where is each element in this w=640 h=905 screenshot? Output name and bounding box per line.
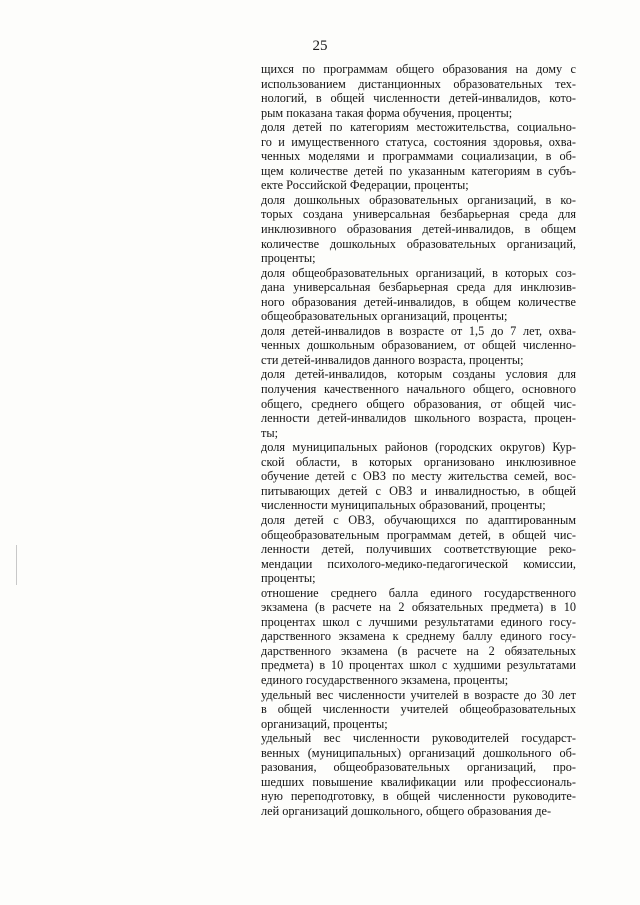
text-line: общеобразовательных организаций, проценты; [261, 309, 508, 324]
paragraph [261, 120, 576, 193]
text-line: единого государственного экзамена, проценты; [261, 672, 509, 687]
text-line: дарственного экзамена (в расчете на 2 обязательных [261, 643, 576, 658]
text-line: доля дошкольных образовательных организаций, в ко- [261, 192, 576, 207]
text-line: инклюзивного образования детей-инвалидов, в общем [261, 222, 576, 237]
paragraph [261, 586, 576, 688]
text-line: количестве дошкольных образовательных организаций, [261, 236, 576, 251]
text-line: экзамена (в расчете на 2 обязательных предмета) в 10 [261, 600, 576, 615]
text-line: ленности детей-инвалидов школьного возраста, процен- [261, 411, 576, 426]
text-line: мендации психолого-медико-педагогической комиссии, [261, 556, 576, 571]
text-line: доля детей-инвалидов в возрасте от 1,5 до 7 лет, охва- [261, 323, 576, 338]
text-line: общего, среднего общего образования, от общей чис- [261, 396, 576, 411]
text-line: сти детей-инвалидов данного возраста, проценты; [261, 352, 524, 367]
paragraph [261, 688, 576, 732]
text-line: разования, общеобразовательных организаций, про- [261, 760, 576, 775]
paragraph [261, 731, 576, 818]
text-line: го и имущественного статуса, состояния здоровья, охва- [261, 134, 576, 149]
text-line: дарственного экзамена к среднему баллу единого госу- [261, 629, 576, 644]
text-line: екте Российской Федерации, проценты; [261, 178, 469, 193]
text-line: получения качественного начального общего, основного [261, 382, 576, 397]
text-line: общеобразовательным программам детей, в общей чис- [261, 527, 576, 542]
text-line: проценты; [261, 251, 316, 266]
text-line: торых создана универсальная безбарьерная среда для [261, 207, 576, 222]
text-line: дана универсальная безбарьерная среда для инклюзив- [261, 280, 576, 295]
scan-artifact [16, 545, 17, 585]
text-line: в общей численности учителей общеобразовательных [261, 702, 576, 717]
text-line: доля детей-инвалидов, которым созданы условия для [261, 367, 576, 382]
text-line: численности муниципальных образований, проценты; [261, 498, 546, 513]
text-line: питывающих детей с ОВЗ и инвалидностью, в общей [261, 483, 576, 498]
text-line: щем количестве детей по указанным категориям в субъ- [261, 163, 576, 178]
text-line: лей организаций дошкольного, общего образования де- [261, 803, 552, 818]
text-line: проценты; [261, 571, 316, 586]
text-line: удельный вес численности учителей в возрасте до 30 лет [261, 687, 576, 702]
text-line: процентах школ с лучшими результатами единого госу- [261, 614, 576, 629]
text-line: ного образования детей-инвалидов, в общем количестве [261, 294, 576, 309]
text-line: нологий, в общей численности детей-инвалидов, кото- [261, 91, 576, 106]
text-line: ченных моделями и программами социализации, в об- [261, 149, 576, 164]
text-line: рым показана такая форма обучения, проценты; [261, 105, 513, 120]
text-line: ской области, в которых организовано инклюзивное [261, 454, 576, 469]
text-line: ты; [261, 425, 279, 440]
text-line: использованием дистанционных образовательных тех- [261, 76, 576, 91]
paragraph [261, 367, 576, 440]
paragraph [261, 266, 576, 324]
text-line: доля детей по категориям местожительства, социально- [261, 120, 576, 135]
text-line: ленности детей, получивших соответствующие реко- [261, 542, 576, 557]
text-line: доля муниципальных районов (городских округов) Кур- [261, 440, 576, 455]
paragraph [261, 62, 576, 120]
text-line: шедших повышение квалификации или профессиональ- [261, 774, 576, 789]
text-line: организаций, проценты; [261, 716, 388, 731]
text-line: доля общеобразовательных организаций, в которых соз- [261, 265, 576, 280]
paragraph [261, 193, 576, 266]
text-line: щихся по программам общего образования на дому с [261, 62, 576, 76]
text-line: предмета) в 10 процентах школ с худшими результатами [261, 658, 576, 673]
text-line: обучение детей с ОВЗ по месту жительства семей, вос- [261, 469, 576, 484]
text-line: ченных дошкольным образованием, от общей численно- [261, 338, 576, 353]
page-number: 25 [312, 38, 328, 54]
text-line: отношение среднего балла единого государственного [261, 585, 576, 600]
text-line: ную переподготовку, в общей численности руководите- [261, 789, 576, 804]
text-line: доля детей с ОВЗ, обучающихся по адаптированным [261, 512, 576, 527]
paragraph [261, 324, 576, 368]
paragraph [261, 513, 576, 586]
text-line: венных (муниципальных) организаций дошкольного об- [261, 745, 576, 760]
text-line: удельный вес численности руководителей государст- [261, 731, 576, 746]
document-body [261, 62, 576, 818]
paragraph [261, 440, 576, 513]
